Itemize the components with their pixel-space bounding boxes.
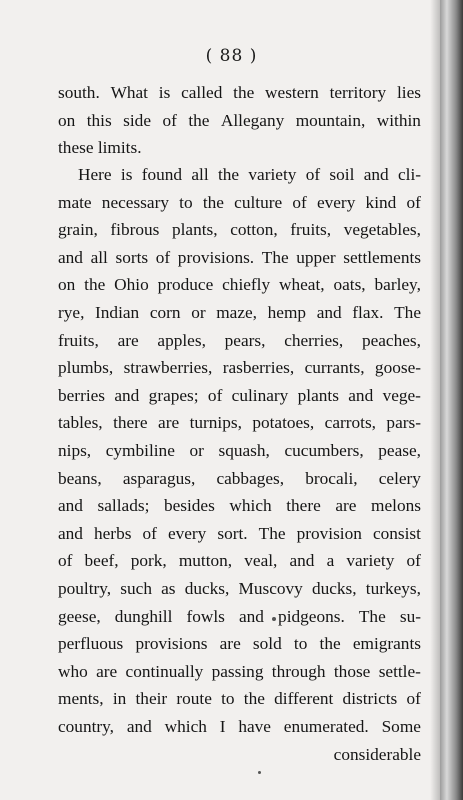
text-line: who are continually passing through those settle-	[58, 661, 421, 681]
text-line: berries and grapes; of culinary plants and vege-	[58, 385, 421, 405]
text-line: perfluous provisions are sold to the emigrants	[58, 634, 421, 654]
text-line: geese, dunghill fowls and pidgeons. The su-	[58, 606, 421, 626]
paragraph-2	[58, 161, 421, 740]
text-line: grain, fibrous plants, cotton, fruits, vegetables,	[58, 220, 421, 240]
page-edge-shadow	[430, 0, 440, 800]
ink-speck	[258, 771, 261, 774]
text-line: these limits.	[58, 138, 142, 158]
text-line: on the Ohio produce chiefly wheat, oats, barley,	[58, 275, 421, 295]
text-line: beans, asparagus, cabbages, brocali, celery	[58, 468, 421, 488]
text-line: tables, there are turnips, potatoes, carrots, pars-	[58, 413, 421, 433]
text-line: of beef, pork, mutton, veal, and a variety of	[58, 551, 421, 571]
text-line: rye, Indian corn or maze, hemp and flax. The	[58, 302, 421, 322]
paragraph-1	[58, 79, 421, 162]
text-line: and herbs of every sort. The provision consist	[58, 523, 421, 543]
text-line: mate necessary to the culture of every kind of	[58, 192, 421, 212]
text-line: country, and which I have enumerated. Some	[58, 716, 421, 736]
text-line: poultry, such as ducks, Muscovy ducks, turkeys,	[58, 578, 421, 598]
text-line: plumbs, strawberries, rasberries, currants, goose-	[58, 358, 421, 378]
text-line: fruits, are apples, pears, cherries, peaches,	[58, 330, 421, 350]
page-number: ( 88 )	[205, 46, 258, 66]
text-line: and sallads; besides which there are melons	[58, 496, 421, 516]
text-line: ments, in their route to the different districts of	[58, 689, 421, 709]
text-line: Here is found all the variety of soil and cli-	[78, 165, 421, 184]
text-line: south. What is called the western territory lies	[58, 83, 421, 102]
text-line: on this side of the Allegany mountain, within	[58, 110, 421, 130]
text-line: nips, cymbiline or squash, cucumbers, pease,	[58, 440, 421, 460]
catchword-block	[58, 741, 421, 769]
catchword: considerable	[333, 745, 421, 764]
text-line: and all sorts of provisions. The upper settlements	[58, 247, 421, 267]
book-spine	[440, 0, 463, 800]
